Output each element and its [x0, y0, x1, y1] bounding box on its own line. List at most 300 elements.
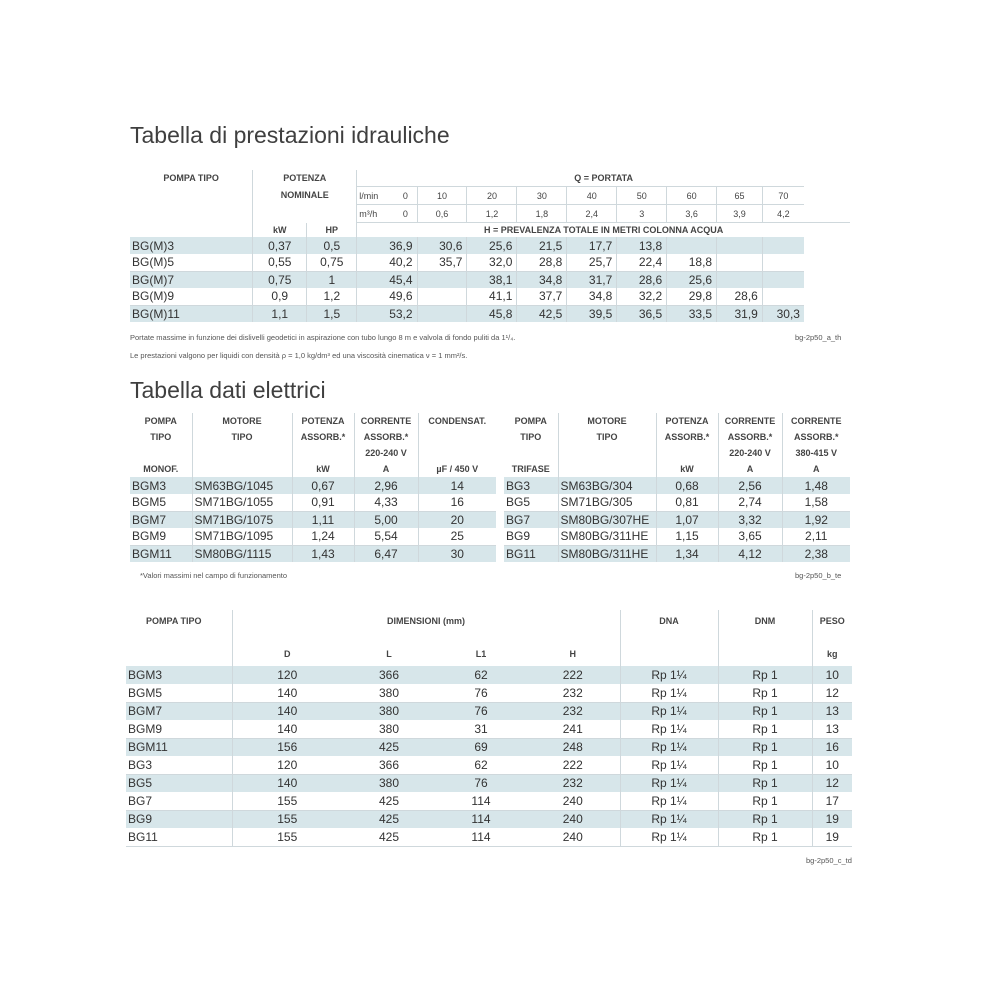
- dim-dnm-cell: Rp 1: [718, 810, 812, 828]
- hyd-head-cell: 36,9: [357, 237, 417, 254]
- hyd-unit-lmin: l/min: [357, 187, 394, 205]
- tri-h-power-l2: ASSORB.*: [664, 432, 710, 442]
- dim-h-cell: 232: [526, 702, 620, 720]
- mono-h-motor: [192, 413, 292, 477]
- hyd-flow-m3h: 3,9: [717, 205, 763, 223]
- hyd-head-header: H = PREVALENZA TOTALE IN METRI COLONNA ACQUA: [357, 223, 850, 238]
- hyd-head-cell: 25,7: [567, 254, 617, 271]
- table-row: [126, 756, 852, 774]
- tri-amp1-cell: 2,74: [718, 494, 782, 511]
- hyd-header-power: [253, 170, 357, 187]
- dim-l-cell: 380: [342, 702, 436, 720]
- hyd-head-cell: 40,2: [357, 254, 417, 271]
- hyd-head-cell: 22,4: [617, 254, 667, 271]
- mono-h-cap-l1: CONDENSAT.: [428, 416, 487, 426]
- tri-pump-cell: BG5: [504, 494, 558, 511]
- mono-amp-cell: 2,96: [354, 477, 418, 494]
- mono-h-power-unit: kW: [316, 464, 330, 474]
- dim-dna-cell: Rp 1¼: [620, 774, 718, 792]
- hyd-flow-m3h: 3: [617, 205, 667, 223]
- hyd-flow-lmin: 10: [417, 187, 467, 205]
- hyd-head-cell: 36,5: [617, 305, 667, 322]
- dim-h-cell: 241: [526, 720, 620, 738]
- hyd-flow-lmin: 40: [567, 187, 617, 205]
- dim-pump-cell: BG11: [126, 828, 232, 846]
- mono-pump-cell: BGM9: [130, 528, 192, 545]
- mono-h-pump: [130, 413, 192, 477]
- tri-h-power-unit: kW: [680, 464, 694, 474]
- dim-pump-cell: BG5: [126, 774, 232, 792]
- dim-l-cell: 366: [342, 666, 436, 684]
- dim-h-kg: kg: [812, 646, 852, 666]
- hyd-head-cell: 32,0: [467, 254, 517, 271]
- dimensions-table: [126, 610, 852, 847]
- tri-motor-cell: SM63BG/304: [558, 477, 656, 494]
- tri-amp1-cell: 3,65: [718, 528, 782, 545]
- mono-kw-cell: 1,43: [292, 545, 354, 562]
- dim-l-cell: 366: [342, 756, 436, 774]
- tri-h-current2: [782, 413, 850, 477]
- table-row: [130, 288, 850, 305]
- hyd-head-cell: 38,1: [467, 271, 517, 288]
- hyd-head-cell: [762, 254, 804, 271]
- tri-kw-cell: 1,07: [656, 511, 718, 528]
- dim-l1-cell: 62: [436, 756, 526, 774]
- hyd-head-cell: 31,9: [717, 305, 763, 322]
- dim-l-cell: 425: [342, 810, 436, 828]
- hyd-kw-cell: 0,37: [253, 237, 307, 254]
- electric-mono-table: [130, 413, 496, 562]
- tri-h-motor-l2: TIPO: [596, 432, 618, 442]
- dim-pump-cell: BG7: [126, 792, 232, 810]
- electric-note: *Valori massimi nel campo di funzionamento: [140, 571, 288, 580]
- tri-pump-cell: BG7: [504, 511, 558, 528]
- mono-pump-cell: BGM5: [130, 494, 192, 511]
- tri-amp2-cell: 2,38: [782, 545, 850, 562]
- hyd-kw-cell: 1,1: [253, 305, 307, 322]
- hyd-note-1: Portate massime in funzione dei dislivelli geodetici in aspirazione con tubo lungo 8 m e valvola di fondo puliti da 1¹/₄.: [130, 333, 516, 342]
- dim-d-cell: 155: [232, 792, 342, 810]
- hyd-head-cell: 17,7: [567, 237, 617, 254]
- table-row: [126, 774, 852, 792]
- hyd-head-cell: 41,1: [467, 288, 517, 305]
- hyd-head-cell: 30,6: [417, 237, 467, 254]
- hyd-unit-kw: kW: [253, 223, 307, 238]
- mono-h-cap: [418, 413, 496, 477]
- table-row: [126, 702, 852, 720]
- tri-h-motor: [558, 413, 656, 477]
- dim-weight-cell: 12: [812, 684, 852, 702]
- mono-h-current-unit: A: [382, 464, 390, 474]
- dim-h-cell: 222: [526, 756, 620, 774]
- dim-weight-cell: 16: [812, 738, 852, 756]
- hyd-code: bg-2p50_a_th: [795, 333, 842, 342]
- dim-weight-cell: 19: [812, 810, 852, 828]
- dim-l1-cell: 62: [436, 666, 526, 684]
- mono-h-motor-l1: MOTORE: [222, 416, 262, 426]
- dim-h-weight: PESO: [812, 610, 852, 646]
- mono-h-current-l1: CORRENTE: [360, 416, 412, 426]
- tri-pump-cell: BG11: [504, 545, 558, 562]
- hyd-head-cell: 18,8: [667, 254, 717, 271]
- tri-pump-cell: BG9: [504, 528, 558, 545]
- tri-motor-cell: SM80BG/307HE: [558, 511, 656, 528]
- table-row: [130, 237, 850, 254]
- hyd-header-power2: NOMINALE: [253, 187, 357, 223]
- tri-amp2-cell: 1,48: [782, 477, 850, 494]
- tri-h-motor-l1: MOTORE: [587, 416, 627, 426]
- mono-h-current-volt: 220-240 V: [365, 448, 407, 458]
- dim-d-cell: 155: [232, 810, 342, 828]
- table-row: [126, 720, 852, 738]
- tri-amp1-cell: 4,12: [718, 545, 782, 562]
- dim-dna-cell: Rp 1¼: [620, 828, 718, 846]
- tri-h-pump-l2: TIPO: [520, 432, 542, 442]
- dim-dnm-cell: Rp 1: [718, 756, 812, 774]
- mono-motor-cell: SM71BG/1055: [192, 494, 292, 511]
- hyd-head-cell: [417, 288, 467, 305]
- mono-pump-cell: BGM7: [130, 511, 192, 528]
- dim-d-cell: 120: [232, 756, 342, 774]
- hyd-head-cell: 49,6: [357, 288, 417, 305]
- tri-h-current1-unit: A: [746, 464, 754, 474]
- dim-pump-cell: BGM7: [126, 702, 232, 720]
- hyd-hp-cell: 1,2: [307, 288, 357, 305]
- hyd-head-cell: 21,5: [517, 237, 567, 254]
- dim-l1-cell: 76: [436, 702, 526, 720]
- dim-dna-cell: Rp 1¼: [620, 684, 718, 702]
- hyd-flow-m3h: 0: [394, 205, 417, 223]
- mono-h-current: [354, 413, 418, 477]
- tri-amp1-cell: 2,56: [718, 477, 782, 494]
- mono-cap-cell: 20: [418, 511, 496, 528]
- hyd-head-cell: 13,8: [617, 237, 667, 254]
- mono-cap-cell: 16: [418, 494, 496, 511]
- dim-pump-cell: BG9: [126, 810, 232, 828]
- hyd-flow-lmin: 50: [617, 187, 667, 205]
- dim-weight-cell: 13: [812, 720, 852, 738]
- mono-h-pump-l2: TIPO: [150, 432, 172, 442]
- electric-code: bg-2p50_b_te: [795, 571, 842, 580]
- hyd-pump-cell: BG(M)11: [130, 305, 253, 322]
- dim-pump-cell: BGM3: [126, 666, 232, 684]
- dim-pump-cell: BGM11: [126, 738, 232, 756]
- table-row: [126, 828, 852, 846]
- mono-kw-cell: 1,24: [292, 528, 354, 545]
- table-row: [504, 528, 850, 545]
- table-row: [126, 792, 852, 810]
- mono-h-pump-l3: MONOF.: [143, 464, 179, 474]
- mono-motor-cell: SM71BG/1095: [192, 528, 292, 545]
- hyd-head-cell: 45,4: [357, 271, 417, 288]
- hyd-pump-cell: BG(M)5: [130, 254, 253, 271]
- mono-pump-cell: BGM11: [130, 545, 192, 562]
- hyd-blank: [130, 223, 253, 238]
- mono-h-cap-unit: µF / 450 V: [436, 464, 479, 474]
- dim-pump-cell: BGM5: [126, 684, 232, 702]
- tri-h-current2-unit: A: [813, 464, 820, 474]
- mono-motor-cell: SM63BG/1045: [192, 477, 292, 494]
- dim-d-cell: 155: [232, 828, 342, 846]
- hyd-head-cell: 25,6: [467, 237, 517, 254]
- mono-cap-cell: 25: [418, 528, 496, 545]
- tri-amp2-cell: 2,11: [782, 528, 850, 545]
- dim-dnm-cell: Rp 1: [718, 774, 812, 792]
- hyd-kw-cell: 0,9: [253, 288, 307, 305]
- dim-l1-cell: 31: [436, 720, 526, 738]
- tri-pump-cell: BG3: [504, 477, 558, 494]
- mono-motor-cell: SM71BG/1075: [192, 511, 292, 528]
- table-row: [126, 684, 852, 702]
- dim-h-cell: 248: [526, 738, 620, 756]
- hyd-head-cell: [717, 237, 763, 254]
- tri-kw-cell: 1,15: [656, 528, 718, 545]
- mono-kw-cell: 0,91: [292, 494, 354, 511]
- dim-l1-cell: 76: [436, 774, 526, 792]
- dim-h-cell: 240: [526, 828, 620, 846]
- dim-l-cell: 425: [342, 738, 436, 756]
- hyd-head-cell: 30,3: [762, 305, 804, 322]
- dim-weight-cell: 19: [812, 828, 852, 846]
- table-row: [504, 477, 850, 494]
- table-row: [130, 477, 496, 494]
- hyd-flow-m3h: 3,6: [667, 205, 717, 223]
- tri-h-current1-l1: CORRENTE: [724, 416, 776, 426]
- hyd-flow-m3h: 0,6: [417, 205, 467, 223]
- hyd-flow-lmin: 70: [762, 187, 804, 205]
- tri-motor-cell: SM71BG/305: [558, 494, 656, 511]
- dim-weight-cell: 10: [812, 666, 852, 684]
- tri-h-current2-volt: 380-415 V: [795, 448, 838, 458]
- hyd-flow-lmin: 0: [394, 187, 417, 205]
- dim-dna-cell: Rp 1¼: [620, 756, 718, 774]
- tri-h-current2-l2: ASSORB.*: [793, 432, 839, 442]
- mono-motor-cell: SM80BG/1115: [192, 545, 292, 562]
- tri-h-pump-l1: POMPA: [514, 416, 547, 426]
- dim-l-cell: 380: [342, 684, 436, 702]
- hyd-flow-m3h: 2,4: [567, 205, 617, 223]
- hyd-head-cell: [717, 271, 763, 288]
- dim-h-cell: 232: [526, 684, 620, 702]
- tri-h-power: [656, 413, 718, 477]
- dim-blank: [620, 646, 718, 666]
- table-row: [126, 738, 852, 756]
- hyd-note-2: Le prestazioni valgono per liquidi con densità ρ = 1,0 kg/dm³ ed una viscosità cinematica ν = 1 mm²/s.: [130, 351, 468, 360]
- dim-h-cell: 240: [526, 810, 620, 828]
- hyd-flow-lmin: 30: [517, 187, 567, 205]
- mono-cap-cell: 14: [418, 477, 496, 494]
- hyd-head-cell: [762, 237, 804, 254]
- mono-h-current-l2: ASSORB.*: [363, 432, 409, 442]
- hyd-header-power-l1: POTENZA: [283, 173, 327, 183]
- hyd-head-cell: 53,2: [357, 305, 417, 322]
- hyd-unit-hp: HP: [307, 223, 357, 238]
- dim-dna-cell: Rp 1¼: [620, 720, 718, 738]
- hyd-kw-cell: 0,75: [253, 271, 307, 288]
- dim-d-cell: 120: [232, 666, 342, 684]
- dim-dnm-cell: Rp 1: [718, 684, 812, 702]
- dim-h-dnm: DNM: [718, 610, 812, 646]
- dim-dnm-cell: Rp 1: [718, 702, 812, 720]
- table-row: [126, 666, 852, 684]
- hyd-pump-cell: BG(M)9: [130, 288, 253, 305]
- hyd-flow-m3h: 1,8: [517, 205, 567, 223]
- table-row: [130, 305, 850, 322]
- hyd-head-cell: [667, 237, 717, 254]
- hyd-head-cell: 42,5: [517, 305, 567, 322]
- dim-dnm-cell: Rp 1: [718, 828, 812, 846]
- hyd-head-cell: 32,2: [617, 288, 667, 305]
- dim-d-cell: 140: [232, 684, 342, 702]
- dim-h-d: D: [232, 646, 342, 666]
- mono-pump-cell: BGM3: [130, 477, 192, 494]
- hyd-head-cell: [417, 271, 467, 288]
- dim-weight-cell: 13: [812, 702, 852, 720]
- dim-dnm-cell: Rp 1: [718, 738, 812, 756]
- dim-dnm-cell: Rp 1: [718, 666, 812, 684]
- hyd-unit-m3h: m³/h: [357, 205, 394, 223]
- dim-h-dna: DNA: [620, 610, 718, 646]
- tri-h-power-l1: POTENZA: [665, 416, 709, 426]
- dim-l-cell: 425: [342, 792, 436, 810]
- mono-amp-cell: 5,54: [354, 528, 418, 545]
- hyd-hp-cell: 1: [307, 271, 357, 288]
- hyd-header-flow: Q = PORTATA: [357, 170, 850, 187]
- dim-h-l1: L1: [475, 649, 487, 659]
- tri-h-current1: [718, 413, 782, 477]
- table-row: [130, 511, 496, 528]
- dim-blank: [126, 646, 232, 666]
- tri-amp1-cell: 3,32: [718, 511, 782, 528]
- hyd-head-cell: [717, 254, 763, 271]
- dim-l-cell: 380: [342, 720, 436, 738]
- dim-h-l: L: [386, 649, 392, 659]
- hyd-flow-lmin: 20: [467, 187, 517, 205]
- tri-motor-cell: SM80BG/311HE: [558, 528, 656, 545]
- mono-kw-cell: 1,11: [292, 511, 354, 528]
- hyd-head-cell: 25,6: [667, 271, 717, 288]
- hyd-head-cell: 45,8: [467, 305, 517, 322]
- tri-kw-cell: 0,68: [656, 477, 718, 494]
- hyd-pump-cell: BG(M)3: [130, 237, 253, 254]
- hyd-flow-m3h: 1,2: [467, 205, 517, 223]
- dim-d-cell: 140: [232, 774, 342, 792]
- mono-amp-cell: 4,33: [354, 494, 418, 511]
- dim-dna-cell: Rp 1¼: [620, 666, 718, 684]
- mono-h-power-l1: POTENZA: [301, 416, 345, 426]
- tri-h-pump-l3: TRIFASE: [511, 464, 550, 474]
- dim-l1-cell: 114: [436, 828, 526, 846]
- table-row: [130, 271, 850, 288]
- tri-amp2-cell: 1,58: [782, 494, 850, 511]
- table-row: [126, 810, 852, 828]
- table-row: [504, 545, 850, 562]
- mono-h-power: [292, 413, 354, 477]
- hyd-hp-cell: 0,75: [307, 254, 357, 271]
- hyd-pump-cell: BG(M)7: [130, 271, 253, 288]
- mono-amp-cell: 5,00: [354, 511, 418, 528]
- hyd-header-pump: POMPA TIPO: [163, 173, 219, 183]
- dim-dna-cell: Rp 1¼: [620, 738, 718, 756]
- hyd-head-cell: 28,6: [717, 288, 763, 305]
- dim-pump-cell: BG3: [126, 756, 232, 774]
- hyd-head-cell: 31,7: [567, 271, 617, 288]
- dim-weight-cell: 17: [812, 792, 852, 810]
- table-row: [130, 528, 496, 545]
- hyd-flow-m3h: 4,2: [762, 205, 804, 223]
- dim-h-cell: 222: [526, 666, 620, 684]
- hyd-head-cell: [762, 288, 804, 305]
- dim-h-h: H: [569, 649, 576, 659]
- mono-amp-cell: 6,47: [354, 545, 418, 562]
- dim-l-cell: 425: [342, 828, 436, 846]
- dim-dna-cell: Rp 1¼: [620, 792, 718, 810]
- hyd-head-cell: [417, 305, 467, 322]
- tri-motor-cell: SM80BG/311HE: [558, 545, 656, 562]
- tri-amp2-cell: 1,92: [782, 511, 850, 528]
- dim-dnm-cell: Rp 1: [718, 720, 812, 738]
- hyd-head-cell: 28,8: [517, 254, 567, 271]
- hyd-head-cell: 34,8: [567, 288, 617, 305]
- hyd-hp-cell: 0,5: [307, 237, 357, 254]
- dim-h-dimensions: DIMENSIONI (mm): [232, 610, 620, 646]
- dim-l1-cell: 69: [436, 738, 526, 756]
- hyd-kw-cell: 0,55: [253, 254, 307, 271]
- dim-l1-cell: 114: [436, 792, 526, 810]
- dim-d-cell: 140: [232, 702, 342, 720]
- hyd-flow-lmin: 65: [717, 187, 763, 205]
- dim-l1-cell: 76: [436, 684, 526, 702]
- dim-dna-cell: Rp 1¼: [620, 810, 718, 828]
- table-row: [504, 511, 850, 528]
- dim-d-cell: 156: [232, 738, 342, 756]
- tri-kw-cell: 1,34: [656, 545, 718, 562]
- dim-h-cell: 232: [526, 774, 620, 792]
- tri-h-current1-l2: ASSORB.*: [727, 432, 773, 442]
- mono-h-pump-l1: POMPA: [144, 416, 177, 426]
- electric-tri-table: [504, 413, 850, 562]
- dim-dna-cell: Rp 1¼: [620, 702, 718, 720]
- hyd-head-cell: 29,8: [667, 288, 717, 305]
- dim-dnm-cell: Rp 1: [718, 792, 812, 810]
- hyd-head-cell: 37,7: [517, 288, 567, 305]
- hyd-hp-cell: 1,5: [307, 305, 357, 322]
- tri-h-pump: [504, 413, 558, 477]
- dim-weight-cell: 12: [812, 774, 852, 792]
- dimensions-code: bg-2p50_c_td: [806, 856, 852, 865]
- tri-h-current1-volt: 220-240 V: [729, 448, 771, 458]
- mono-kw-cell: 0,67: [292, 477, 354, 494]
- hyd-head-cell: 34,8: [517, 271, 567, 288]
- table-row: [130, 494, 496, 511]
- hyd-head-cell: 35,7: [417, 254, 467, 271]
- table-row: [504, 494, 850, 511]
- dim-l1-cell: 114: [436, 810, 526, 828]
- hydraulic-title: Tabella di prestazioni idrauliche: [130, 122, 450, 148]
- tri-h-current2-l1: CORRENTE: [790, 416, 842, 426]
- hyd-flow-lmin: 60: [667, 187, 717, 205]
- dim-d-cell: 140: [232, 720, 342, 738]
- hyd-head-cell: 28,6: [617, 271, 667, 288]
- electric-title: Tabella dati elettrici: [130, 377, 326, 403]
- dim-l-cell: 380: [342, 774, 436, 792]
- table-row: [130, 254, 850, 271]
- hyd-head-cell: 33,5: [667, 305, 717, 322]
- mono-h-power-l2: ASSORB.*: [300, 432, 346, 442]
- mono-h-motor-l2: TIPO: [231, 432, 253, 442]
- mono-cap-cell: 30: [418, 545, 496, 562]
- dim-pump-cell: BGM9: [126, 720, 232, 738]
